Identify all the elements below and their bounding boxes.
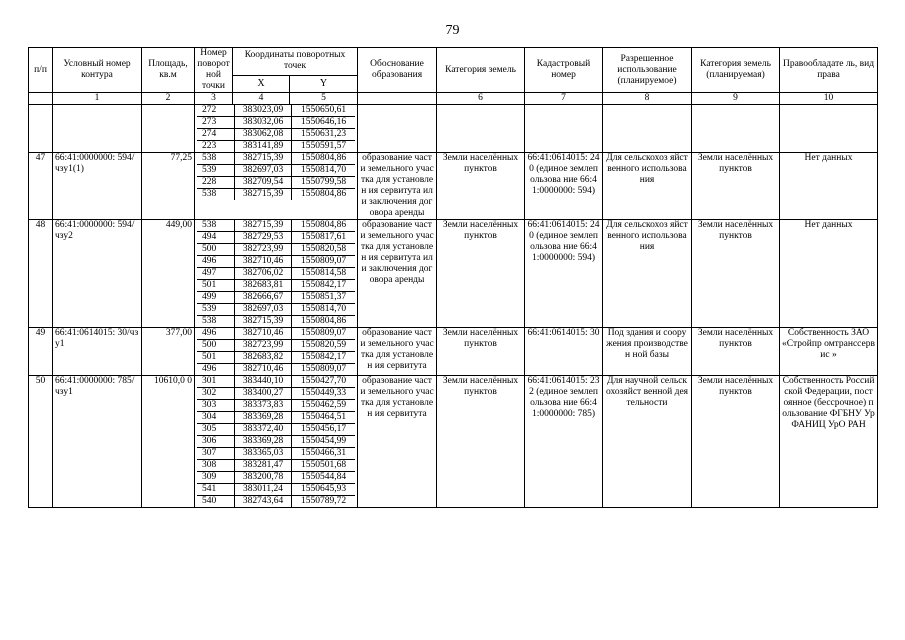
point-x: 382715,39 [235, 220, 292, 231]
row-rights-holder: Нет данных [780, 220, 878, 328]
point-number: 539 [197, 165, 235, 176]
point-x: 382710,46 [235, 256, 292, 267]
point-line [197, 316, 355, 327]
table-row [29, 328, 878, 376]
row-points [195, 220, 358, 328]
row-basis: образование части земельного участка для установлен ия сервитута или заключения договора аренды [358, 220, 437, 328]
row-permitted-use: Под здания и сооружения производствен ной базы [603, 328, 692, 376]
point-x: 383372,40 [235, 424, 292, 435]
point-y: 1550799,58 [300, 177, 347, 187]
point-line [197, 244, 355, 256]
row-contour: 66:41:0614015: 30/чзу1 [53, 328, 142, 376]
table-row [29, 105, 878, 153]
row-cadastral: 66:41:0614015: 240 (единое землепользова ние 66:41:0000000: 594) [525, 153, 603, 220]
column-number: 1 [53, 93, 142, 105]
point-number: 539 [197, 304, 235, 315]
row-pp [29, 105, 53, 153]
point-line [197, 105, 355, 117]
point-x: 382715,39 [235, 316, 292, 327]
point-x: 383023,09 [235, 105, 292, 116]
point-y: 1550501,68 [300, 460, 347, 470]
row-pp: 48 [29, 220, 53, 328]
point-x: 382683,81 [235, 280, 292, 291]
point-line [197, 436, 355, 448]
row-land-category [437, 105, 525, 153]
point-line [197, 412, 355, 424]
point-number: 497 [197, 268, 235, 279]
header-pp: п/п [29, 48, 53, 93]
point-line [197, 256, 355, 268]
point-line [197, 304, 355, 316]
row-land-category: Земли населённых пунктов [437, 376, 525, 508]
point-x: 382710,46 [235, 328, 292, 339]
point-number: 494 [197, 232, 235, 243]
row-land-category: Земли населённых пунктов [437, 153, 525, 220]
point-line [197, 352, 355, 364]
point-number: 306 [197, 436, 235, 447]
row-rights-holder: Собственность ЗАО «Стройпр омтранссервис » [780, 328, 878, 376]
point-number: 307 [197, 448, 235, 459]
point-x: 383062,08 [235, 129, 292, 140]
point-y: 1550809,07 [300, 328, 347, 338]
point-y: 1550466,31 [300, 448, 347, 458]
column-number: 3 [195, 93, 233, 105]
point-y: 1550814,58 [300, 268, 347, 278]
point-line [197, 496, 355, 507]
row-rights-holder: Собственность Российской Федерации, постоянное (бессрочное) пользование ФГБНУ УрФАНИЦ УрО РАН [780, 376, 878, 508]
row-basis [358, 105, 437, 153]
point-y: 1550814,70 [300, 304, 347, 314]
point-number: 540 [197, 496, 235, 507]
header-area: Площадь, кв.м [142, 48, 195, 93]
point-line [197, 117, 355, 129]
row-contour [53, 105, 142, 153]
point-line [197, 153, 355, 165]
point-x: 383200,78 [235, 472, 292, 483]
point-y: 1550842,17 [300, 280, 347, 290]
point-line [197, 232, 355, 244]
row-rights-holder [780, 105, 878, 153]
point-number: 496 [197, 364, 235, 375]
point-y: 1550851,37 [300, 292, 347, 302]
point-y: 1550646,16 [300, 117, 347, 127]
column-number: 2 [142, 93, 195, 105]
row-area: 377,00 [142, 328, 195, 376]
point-number: 499 [197, 292, 235, 303]
table-row [29, 153, 878, 220]
point-x: 382743,64 [235, 496, 292, 507]
point-y: 1550820,58 [300, 244, 347, 254]
point-x: 383369,28 [235, 436, 292, 447]
point-x: 382706,02 [235, 268, 292, 279]
point-y: 1550804,86 [300, 316, 347, 326]
row-cadastral: 66:41:0614015: 240 (единое землепользова ние 66:41:0000000: 594) [525, 220, 603, 328]
point-line [197, 189, 355, 200]
point-number: 541 [197, 484, 235, 495]
point-x: 382723,99 [235, 340, 292, 351]
row-planned-category: Земли населённых пунктов [692, 220, 780, 328]
point-number: 305 [197, 424, 235, 435]
point-number: 272 [197, 105, 235, 116]
header-coords: Координаты поворотных точек [233, 48, 358, 76]
point-line [197, 268, 355, 280]
point-x: 383032,06 [235, 117, 292, 128]
column-number-empty [358, 93, 437, 105]
row-points [195, 328, 358, 376]
point-number: 228 [197, 177, 235, 188]
point-y: 1550631,23 [300, 129, 347, 139]
point-line [197, 472, 355, 484]
point-line [197, 129, 355, 141]
row-contour: 66:41:0000000: 594/чзу2 [53, 220, 142, 328]
point-y: 1550591,57 [300, 141, 347, 151]
row-area: 449,00 [142, 220, 195, 328]
point-y: 1550454,99 [300, 436, 347, 446]
row-permitted-use: Для сельскохоз яйственного использования [603, 153, 692, 220]
row-planned-category: Земли населённых пунктов [692, 376, 780, 508]
point-line [197, 328, 355, 340]
point-x: 383281,47 [235, 460, 292, 471]
point-y: 1550645,93 [300, 484, 347, 494]
point-number: 538 [197, 220, 235, 231]
point-line [197, 364, 355, 375]
point-x: 383365,03 [235, 448, 292, 459]
point-line [197, 340, 355, 352]
point-line [197, 292, 355, 304]
row-land-category: Земли населённых пунктов [437, 220, 525, 328]
point-line [197, 448, 355, 460]
point-line [197, 376, 355, 388]
row-basis: образование части земельного участка для установлен ия сервитута [358, 328, 437, 376]
header-point-no: Номер поворот ной точки [195, 48, 233, 93]
point-line [197, 460, 355, 472]
point-y: 1550817,61 [300, 232, 347, 242]
cadastral-table [28, 47, 878, 508]
point-y: 1550804,86 [300, 220, 347, 230]
point-x: 383141,89 [235, 141, 292, 152]
point-y: 1550650,61 [300, 105, 347, 115]
row-points [195, 153, 358, 220]
column-number: 7 [525, 93, 603, 105]
row-permitted-use: Для научной сельскохозяйст венной деятельности [603, 376, 692, 508]
header-planned-category: Категория земель (планируемая) [692, 48, 780, 93]
header-x: X [233, 75, 290, 92]
point-number: 304 [197, 412, 235, 423]
row-pp: 47 [29, 153, 53, 220]
point-line [197, 280, 355, 292]
row-area: 10610,0 0 [142, 376, 195, 508]
point-y: 1550814,70 [300, 165, 347, 175]
point-number: 500 [197, 340, 235, 351]
point-number: 501 [197, 280, 235, 291]
point-x: 382715,39 [235, 189, 292, 200]
row-rights-holder: Нет данных [780, 153, 878, 220]
point-number: 273 [197, 117, 235, 128]
table-row [29, 220, 878, 328]
point-line [197, 141, 355, 152]
point-x: 382715,39 [235, 153, 292, 164]
point-x: 382709,54 [235, 177, 292, 188]
header-contour: Условный номер контура [53, 48, 142, 93]
point-line [197, 424, 355, 436]
point-line [197, 484, 355, 496]
point-x: 382697,03 [235, 165, 292, 176]
point-line [197, 165, 355, 177]
point-x: 383011,24 [235, 484, 292, 495]
point-line [197, 220, 355, 232]
point-y: 1550809,07 [300, 364, 347, 374]
header-permitted-use: Разрешенное использование (планируемое) [603, 48, 692, 93]
row-contour: 66:41:0000000: 594/чзу1(1) [53, 153, 142, 220]
column-number-row [29, 93, 878, 105]
point-y: 1550427,70 [300, 376, 347, 386]
point-x: 383440,10 [235, 376, 292, 387]
point-number: 538 [197, 189, 235, 200]
point-number: 302 [197, 388, 235, 399]
point-y: 1550809,07 [300, 256, 347, 266]
column-number: 5 [290, 93, 358, 105]
point-number: 500 [197, 244, 235, 255]
row-points [195, 376, 358, 508]
row-permitted-use [603, 105, 692, 153]
point-y: 1550544,84 [300, 472, 347, 482]
column-number: 4 [233, 93, 290, 105]
point-number: 309 [197, 472, 235, 483]
row-area [142, 105, 195, 153]
column-number-empty [29, 93, 53, 105]
row-area: 77,25 [142, 153, 195, 220]
point-y: 1550842,17 [300, 352, 347, 362]
point-y: 1550804,86 [300, 153, 347, 163]
point-line [197, 177, 355, 189]
point-number: 301 [197, 376, 235, 387]
point-number: 303 [197, 400, 235, 411]
point-number: 496 [197, 256, 235, 267]
header-cadastral: Кадастровый номер [525, 48, 603, 93]
row-basis: образование части земельного участка для установлен ия сервитута или заключения договора аренды [358, 153, 437, 220]
row-pp: 49 [29, 328, 53, 376]
row-cadastral [525, 105, 603, 153]
point-number: 538 [197, 316, 235, 327]
point-y: 1550449,33 [300, 388, 347, 398]
point-y: 1550462,59 [300, 400, 347, 410]
point-line [197, 400, 355, 412]
header-y: Y [290, 75, 358, 92]
point-x: 382666,67 [235, 292, 292, 303]
point-x: 382729,53 [235, 232, 292, 243]
row-pp: 50 [29, 376, 53, 508]
point-y: 1550456,17 [300, 424, 347, 434]
point-y: 1550804,86 [300, 189, 347, 199]
point-number: 538 [197, 153, 235, 164]
row-planned-category: Земли населённых пунктов [692, 153, 780, 220]
header-land-category: Категория земель [437, 48, 525, 93]
point-number: 496 [197, 328, 235, 339]
point-x: 383373,83 [235, 400, 292, 411]
row-cadastral: 66:41:0614015: 30 [525, 328, 603, 376]
point-x: 382683,82 [235, 352, 292, 363]
point-x: 382710,46 [235, 364, 292, 375]
column-number: 8 [603, 93, 692, 105]
column-number: 9 [692, 93, 780, 105]
point-y: 1550464,51 [300, 412, 347, 422]
row-land-category: Земли населённых пунктов [437, 328, 525, 376]
row-contour: 66:41:0000000: 785/чзу1 [53, 376, 142, 508]
point-x: 382697,03 [235, 304, 292, 315]
row-planned-category [692, 105, 780, 153]
header-basis: Обоснование образования [358, 48, 437, 93]
point-number: 223 [197, 141, 235, 152]
row-permitted-use: Для сельскохоз яйственного использования [603, 220, 692, 328]
point-x: 383369,28 [235, 412, 292, 423]
header-rights-holder: Правообладате ль, вид права [780, 48, 878, 93]
column-number: 10 [780, 93, 878, 105]
row-points [195, 105, 358, 153]
column-number: 6 [437, 93, 525, 105]
point-number: 308 [197, 460, 235, 471]
table-row [29, 376, 878, 508]
point-x: 382723,99 [235, 244, 292, 255]
page-number: 79 [445, 23, 460, 38]
table-body [29, 105, 878, 508]
row-basis: образование части земельного участка для установлен ия сервитута [358, 376, 437, 508]
point-x: 383400,27 [235, 388, 292, 399]
point-number: 274 [197, 129, 235, 140]
point-number: 501 [197, 352, 235, 363]
point-y: 1550820,59 [300, 340, 347, 350]
point-y: 1550789,72 [300, 496, 347, 506]
row-cadastral: 66:41:0614015: 232 (единое землепользова ние 66:41:0000000: 785) [525, 376, 603, 508]
point-line [197, 388, 355, 400]
row-planned-category: Земли населённых пунктов [692, 328, 780, 376]
